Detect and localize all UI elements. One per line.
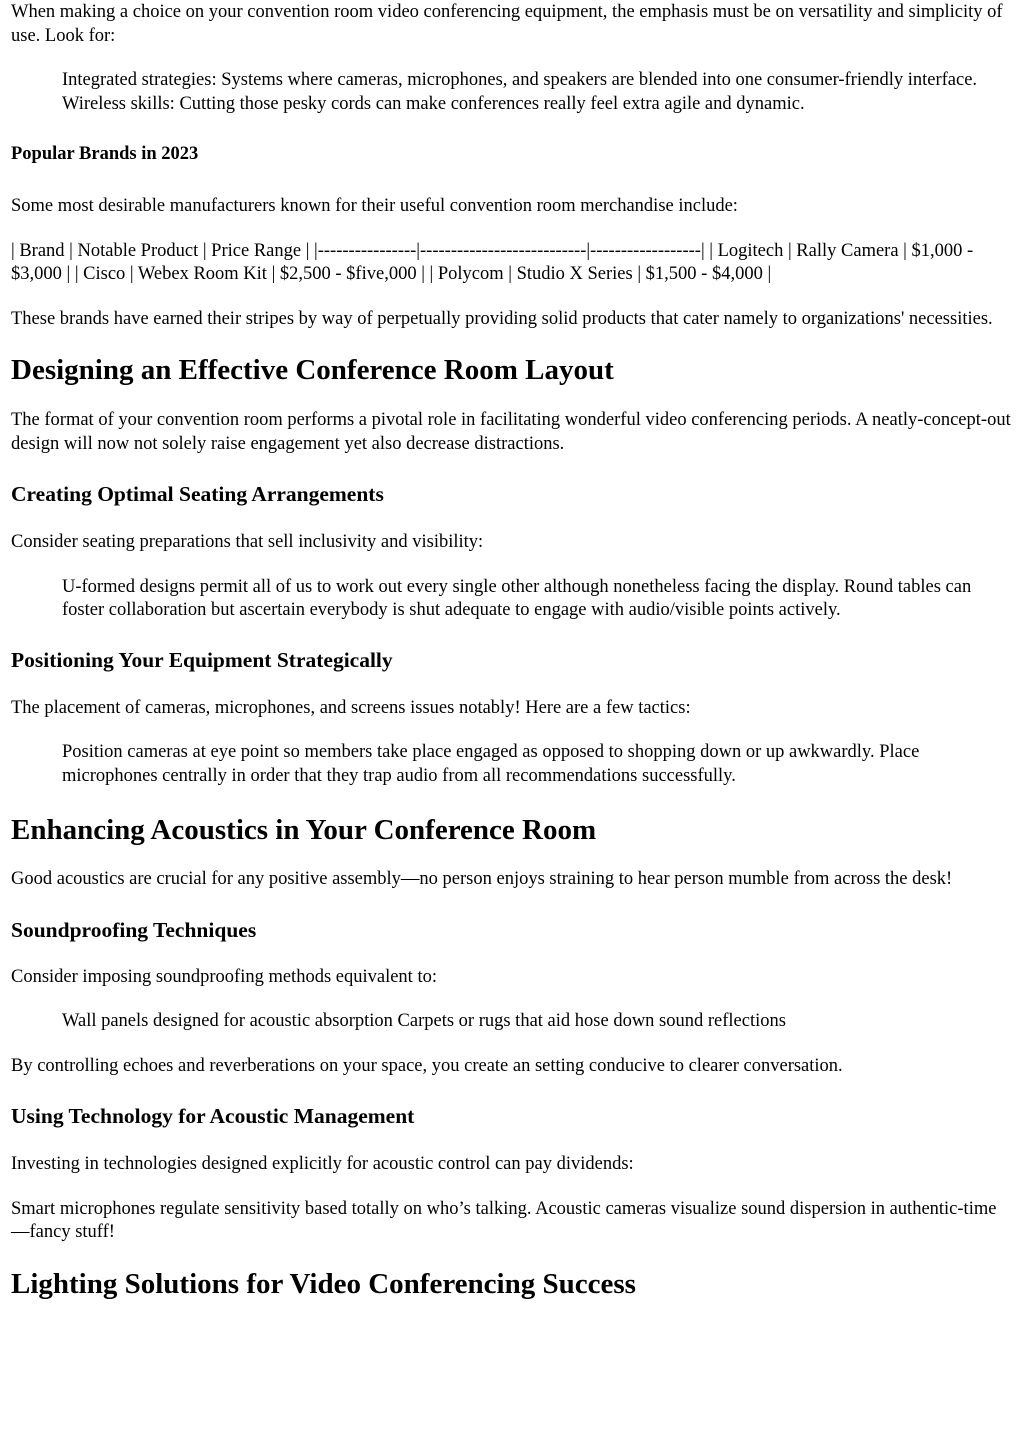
brands-outro: These brands have earned their stripes by way of perpetually providing solid products that cater namely to organizations' necessities. bbox=[11, 308, 993, 329]
popular-brands-heading: Popular Brands in 2023 bbox=[11, 144, 199, 164]
layout-section-heading: Designing an Effective Conference Room Layout bbox=[11, 354, 614, 386]
seating-heading: Creating Optimal Seating Arrangements bbox=[11, 482, 384, 506]
article bbox=[0, 1, 1024, 1301]
acoustic-technology-heading: Using Technology for Acoustic Management bbox=[11, 1104, 415, 1128]
equipment-list: Position cameras at eye point so members take place engaged as opposed to shopping down or up awkwardly. Place microphones centrally in order that they trap audio from all recommendations successfully. bbox=[62, 742, 920, 786]
layout-intro: The format of your convention room performs a pivotal role in facilitating wonderful video conferencing periods. A neatly-concept-out design will now not solely raise engagement yet also decrease distractions. bbox=[11, 410, 1011, 454]
equipment-intro: The placement of cameras, microphones, and screens issues notably! Here are a few tactics: bbox=[11, 697, 691, 718]
soundproofing-intro: Consider imposing soundproofing methods equivalent to: bbox=[11, 966, 437, 987]
acoustics-section-heading: Enhancing Acoustics in Your Conference Room bbox=[11, 814, 597, 846]
lighting-section-heading: Lighting Solutions for Video Conferencing Success bbox=[11, 1267, 636, 1300]
acoustic-technology-paragraph: Smart microphones regulate sensitivity based totally on who’s talking. Acoustic cameras visualize sound dispersion in authentic-time—fancy stuff! bbox=[11, 1198, 997, 1242]
soundproofing-list: Wall panels designed for acoustic absorption Carpets or rugs that aid hose down sound reflections bbox=[62, 1011, 786, 1031]
intro-paragraph: When making a choice on your convention room video conferencing equipment, the emphasis must be on versatility and simplicity of use. Look for: bbox=[11, 2, 1003, 46]
seating-intro: Consider seating preparations that sell inclusivity and visibility: bbox=[11, 532, 484, 552]
seating-list: U-formed designs permit all of us to work out every single other although nonetheless facing the display. Round tables can foster collaboration but ascertain everybody is shut adequate to engage with audio/visible points actively. bbox=[62, 576, 972, 620]
features-list: Integrated strategies: Systems where cameras, microphones, and speakers are blended into one consumer-friendly interface. Wireless skills: Cutting those pesky cords can make conferences really feel extra agile and dynamic. bbox=[62, 70, 978, 114]
soundproofing-heading: Soundproofing Techniques bbox=[11, 917, 257, 942]
acoustic-technology-intro: Investing in technologies designed explicitly for acoustic control can pay dividends: bbox=[11, 1154, 634, 1174]
brands-intro: Some most desirable manufacturers known for their useful convention room merchandise include: bbox=[11, 196, 738, 216]
equipment-heading: Positioning Your Equipment Strategically bbox=[11, 647, 393, 672]
acoustics-intro: Good acoustics are crucial for any positive assembly—no person enjoys straining to hear person mumble from across the desk! bbox=[11, 869, 953, 889]
soundproofing-outro: By controlling echoes and reverberations on your space, you create an setting conducive to clearer conversation. bbox=[11, 1055, 843, 1076]
brands-table-text: | Brand | Notable Product | Price Range | |----------------|---------------------------|------------------| | Logitech | Rally Camera | $1,000 - $3,000 | | Cisco | Webex Room Kit | $2,500 - $five,000 | | Polycom | Studio X Series | $1,500 - $4,000 | bbox=[11, 240, 974, 284]
